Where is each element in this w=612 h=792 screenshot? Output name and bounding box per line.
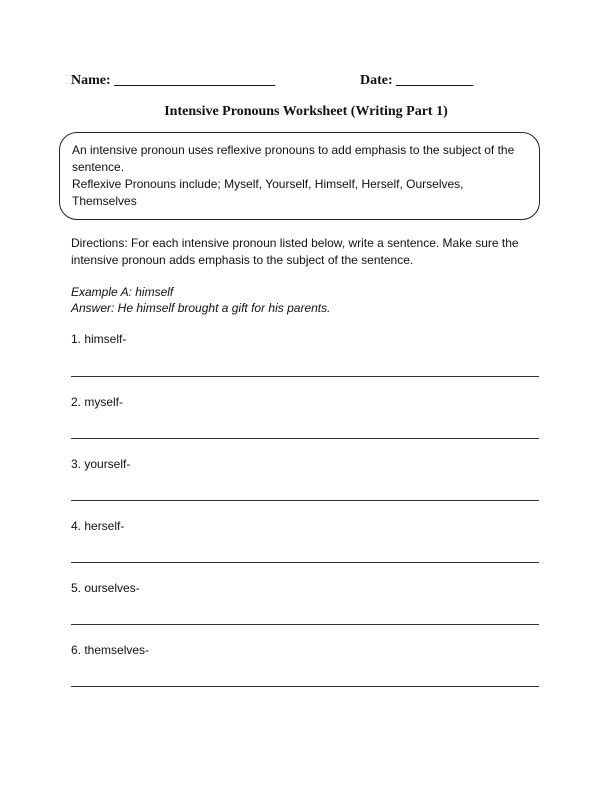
example-answer: Answer: He himself brought a gift for his parents. [71, 301, 331, 315]
question-4: 4. herself- [71, 519, 125, 533]
answer-line-6[interactable] [71, 686, 539, 687]
name-field-label: Name: _______________________ [71, 73, 276, 88]
date-field-label: Date: ___________ [360, 73, 474, 88]
worksheet-title: Intensive Pronouns Worksheet (Writing Part 1) [164, 104, 448, 119]
question-2: 2. myself- [71, 395, 124, 409]
question-6: 6. themselves- [71, 643, 150, 657]
directions-text: Directions: For each intensive pronoun listed below, write a sentence. Make sure the intensive pronoun adds emphasis to the subject of the sentence. [71, 236, 519, 267]
example-prompt: Example A: himself [71, 285, 174, 299]
question-5: 5. ourselves- [71, 581, 140, 595]
question-3: 3. yourself- [71, 457, 131, 471]
answer-line-2[interactable] [71, 438, 539, 439]
definition-text: An intensive pronoun uses reflexive pronouns to add emphasis to the subject of the sentence. [72, 143, 515, 174]
question-1: 1. himself- [71, 332, 127, 346]
directions [71, 235, 551, 269]
answer-line-4[interactable] [71, 562, 539, 563]
header-line [71, 73, 491, 91]
info-box [59, 132, 540, 220]
reflexive-pronouns-list: Reflexive Pronouns include; Myself, Yourself, Himself, Herself, Ourselves, Themselves [72, 177, 464, 208]
answer-line-5[interactable] [71, 624, 539, 625]
answer-line-1[interactable] [71, 376, 539, 377]
example-block [71, 284, 531, 316]
answer-line-3[interactable] [71, 500, 539, 501]
